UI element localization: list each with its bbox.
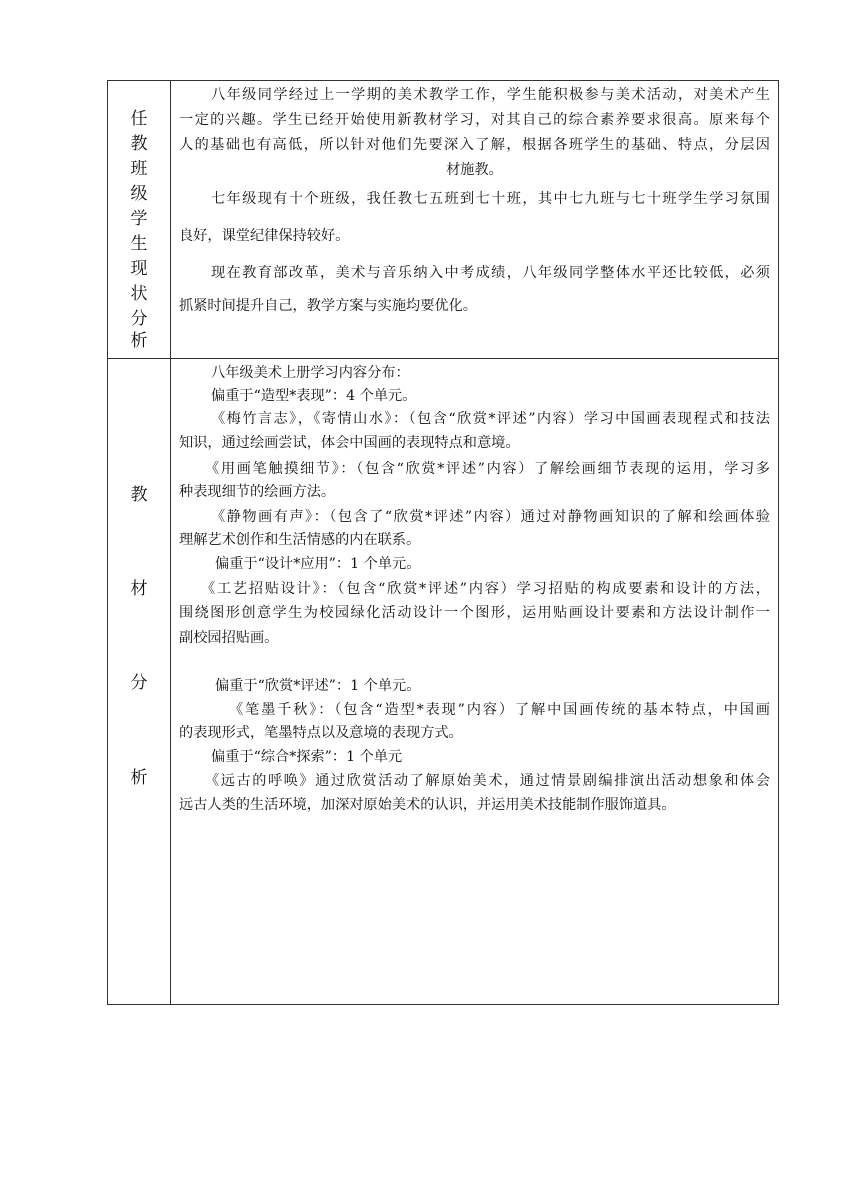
paragraph-line: 现在教育部改革，美术与音乐纳入中考成绩，八年级同学整体水平还比较低，必须 — [211, 265, 770, 281]
paragraph-line: 《远古的呼唤》通过欣赏活动了解原始美术，通过情景剧编排演出活动想象和体会 — [205, 773, 770, 789]
student-analysis-row — [108, 81, 778, 359]
label-char: 析 — [130, 768, 148, 788]
paragraph-line: 人的基础也有高低，所以针对他们先要深入了解，根据各班学生的基础、特点，分层因 — [179, 137, 770, 153]
paragraph-line: 偏重于“设计*应用”：1 个单元。 — [215, 556, 421, 572]
label-char: 生 — [130, 234, 148, 254]
paragraph-line: 理解艺术创作和生活情感的内在联系。 — [179, 532, 421, 548]
label-char: 教 — [130, 485, 148, 505]
paragraph-line: 一定的兴趣。学生已经开始使用新教材学习，对其自己的综合素养要求很高。原来每个 — [179, 112, 770, 128]
student-analysis-content — [171, 81, 778, 358]
paragraph-line: 种表现细节的绘画方法。 — [179, 484, 336, 500]
paragraph-line: 材施教。 — [446, 162, 503, 178]
paragraph-line: 《用画笔触摸细节》：（包含“欣赏*评述”内容）了解绘画细节表现的运用，学习多 — [205, 461, 770, 477]
paragraph-line: 《笔墨千秋》：（包含“造型*表现”内容）了解中国画传统的基本特点，中国画 — [229, 702, 770, 718]
paragraph-line: 良好，课堂纪律保持较好。 — [179, 228, 350, 244]
paragraph-line: 抓紧时间提升自己，教学方案与实施均要优化。 — [179, 298, 477, 314]
label-char: 学 — [130, 209, 148, 229]
student-analysis-label — [108, 81, 171, 358]
textbook-analysis-label — [108, 358, 171, 1004]
paragraph-line: 七年级现有十个班级，我任教七五班到七十班，其中七九班与七十班学生学习氛围 — [211, 191, 770, 207]
paragraph-line: 副校园招贴画。 — [179, 630, 279, 646]
label-char: 状 — [130, 284, 148, 304]
paragraph-line: 偏重于“综合*探索”：1 个单元 — [211, 749, 403, 765]
label-char: 教 — [130, 134, 148, 154]
textbook-analysis-content — [171, 358, 778, 1004]
paragraph-line: 围绕图形创意学生为校园绿化活动设计一个图形，运用贴画设计要素和方法设计制作一 — [179, 605, 770, 621]
paragraph-line: 八年级同学经过上一学期的美术教学工作，学生能积极参与美术活动，对美术产生 — [211, 87, 770, 103]
label-char: 现 — [130, 259, 148, 279]
document-table — [107, 80, 779, 1005]
paragraph-line: 偏重于“欣赏*评述”：1 个单元。 — [215, 678, 421, 694]
paragraph-line: 《梅竹言志》，《寄情山水》：（包含“欣赏*评述”内容）学习中国画表现程式和技法 — [211, 411, 770, 427]
textbook-analysis-row — [108, 358, 778, 1004]
paragraph-line: 《工艺招贴设计》：（包含“欣赏*评述”内容）学习招贴的构成要素和设计的方法， — [201, 581, 770, 597]
paragraph-line: 知识，通过绘画尝试，体会中国画的表现特点和意境。 — [179, 435, 520, 451]
label-char: 分 — [130, 309, 148, 329]
label-char: 任 — [130, 109, 148, 129]
label-char: 析 — [130, 331, 148, 351]
label-char: 级 — [130, 184, 148, 204]
paragraph-line: 偏重于“造型*表现”：4 个单元。 — [211, 388, 417, 404]
paragraph-line: 八年级美术上册学习内容分布： — [211, 365, 410, 381]
label-char: 材 — [130, 579, 148, 599]
label-char: 班 — [130, 159, 148, 179]
label-char: 分 — [130, 673, 148, 693]
paragraph-line: 远古人类的生活环境，加深对原始美术的认识，并运用美术技能制作服饰道具。 — [179, 797, 676, 813]
paragraph-line: 《静物画有声》：（包含了“欣赏*评述”内容）通过对静物画知识的了解和绘画体验 — [211, 509, 770, 525]
paragraph-line: 的表现形式，笔墨特点以及意境的表现方式。 — [179, 725, 463, 741]
